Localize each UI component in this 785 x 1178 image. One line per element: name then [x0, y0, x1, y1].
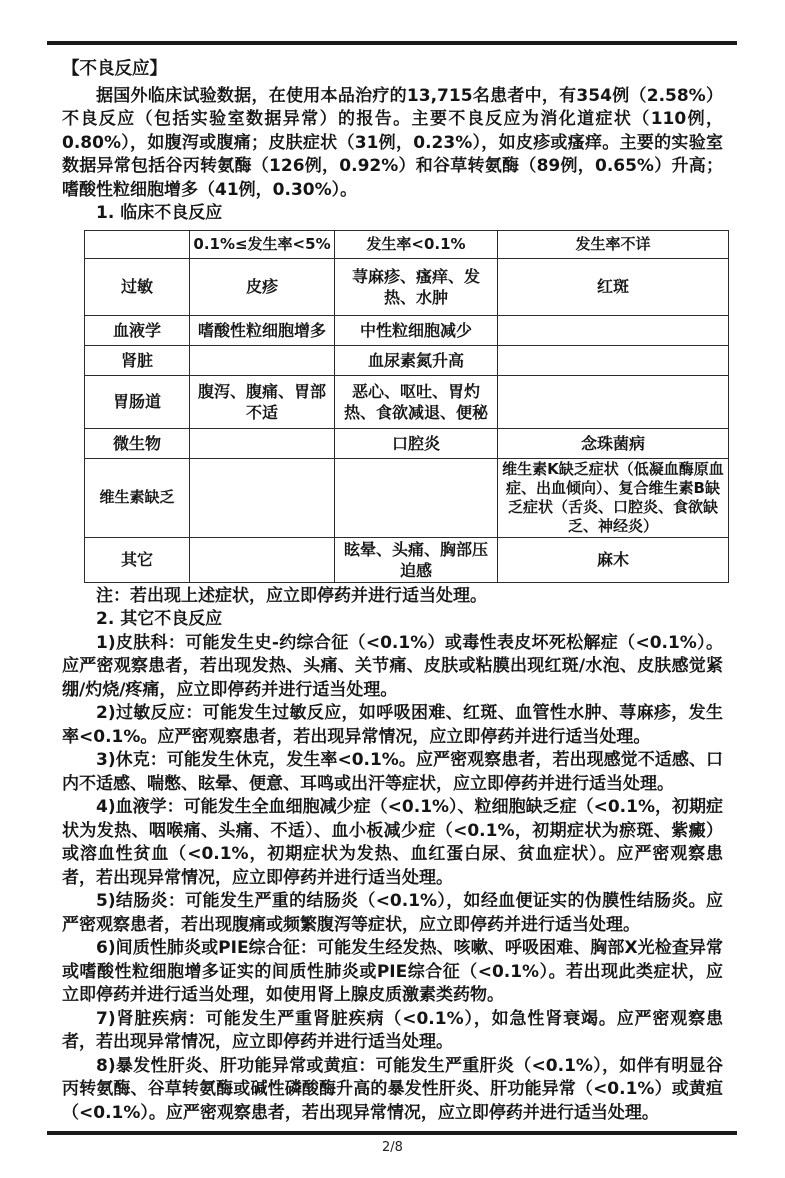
cell	[498, 345, 729, 375]
header-cell-category	[85, 230, 190, 258]
section-title: 【不良反应】	[62, 59, 167, 79]
table-row-microbial	[85, 428, 729, 458]
clinical-adverse-reactions-label: 1. 临床不良反应	[96, 203, 223, 223]
cell	[190, 428, 335, 458]
adverse-reactions-table	[84, 230, 729, 583]
row-category: 过敏	[85, 258, 190, 315]
table-row-other	[85, 537, 729, 582]
item-shock: 3)休克：可能发生休克，发生率<0.1%。应严密观察患者，若出现感觉不适感、口内不适感、喘憋、眩晕、便意、耳鸣或出汗等症状，应立即停药并进行适当处理。	[62, 750, 723, 794]
cell: 荨麻疹、瘙痒、发热、水肿	[335, 258, 498, 315]
table-note: 注：若出现上述症状，应立即停药并进行适当处理。	[96, 585, 487, 606]
cell	[190, 458, 335, 537]
row-category: 血液学	[85, 315, 190, 345]
table-row-allergy	[85, 258, 729, 315]
table-row-hematology	[85, 315, 729, 345]
item-allergic-reaction: 2)过敏反应：可能发生过敏反应，如呼吸困难、红斑、血管性水肿、荨麻疹，发生率<0.1%。应严密观察患者，若出现异常情况，应立即停药并进行适当处理。	[62, 703, 723, 747]
cell: 血尿素氮升高	[335, 345, 498, 375]
header-cell-rate-unknown: 发生率不详	[498, 230, 729, 258]
cell: 皮疹	[190, 258, 335, 315]
item-interstitial-pneumonia: 6)间质性肺炎或PIE综合征：可能发生经发热、咳嗽、呼吸困难、胸部X光检查异常或嗜酸性粒细胞增多证实的间质性肺炎或PIE综合征（<0.1%）。若出现此类症状，应立即停药并进行适当处理，如使用肾上腺皮质激素类药物。	[62, 938, 723, 1005]
cell	[498, 375, 729, 428]
row-category: 肾脏	[85, 345, 190, 375]
header-cell-rate-under-0.1: 发生率<0.1%	[335, 230, 498, 258]
table-row-gastrointestinal	[85, 375, 729, 428]
page-number: 2/8	[382, 1140, 403, 1155]
cell: 红斑	[498, 258, 729, 315]
cell: 嗜酸性粒细胞增多	[190, 315, 335, 345]
cell: 眩晕、头痛、胸部压迫感	[335, 537, 498, 582]
cell: 恶心、呕吐、胃灼热、食欲减退、便秘	[335, 375, 498, 428]
row-category: 其它	[85, 537, 190, 582]
item-fulminant-hepatitis: 8)暴发性肝炎、肝功能异常或黄疸：可能发生严重肝炎（<0.1%），如伴有明显谷丙转氨酶、谷草转氨酶或碱性磷酸酶升高的暴发性肝炎、肝功能异常（<0.1%）或黄疸（<0.1%）。应严密观察患者，若出现异常情况，应立即停药并进行适当处理。	[62, 1055, 723, 1123]
item-kidney-disease: 7)肾脏疾病：可能发生严重肾脏疾病（<0.1%），如急性肾衰竭。应严密观察患者，若出现异常情况，应立即停药并进行适当处理。	[62, 1008, 723, 1052]
cell: 麻木	[498, 537, 729, 582]
row-category: 维生素缺乏	[85, 458, 190, 537]
cell: 口腔炎	[335, 428, 498, 458]
cell: 维生素K缺乏症状（低凝血酶原血症、出血倾向）、复合维生素B缺乏症状（舌炎、口腔炎、食欲缺乏、神经炎）	[498, 458, 729, 537]
other-adverse-reactions-label: 2. 其它不良反应	[96, 609, 223, 629]
item-colitis: 5)结肠炎：可能发生严重的结肠炎（<0.1%），如经血便证实的伪膜性结肠炎。应严密观察患者，若出现腹痛或频繁腹泻等症状，应立即停药并进行适当处理。	[62, 891, 723, 935]
top-rule	[47, 41, 737, 45]
item-dermatology: 1)皮肤科：可能发生史-约综合征（<0.1%）或毒性表皮坏死松解症（<0.1%）。应严密观察患者，若出现发热、头痛、关节痛、皮肤或粘膜出现红斑/水泡、皮肤感觉紧绷/灼烧/疼痛，应立即停药并进行适当处理。	[62, 632, 723, 700]
cell	[498, 315, 729, 345]
table-row-kidney	[85, 345, 729, 375]
cell	[190, 345, 335, 375]
cell	[335, 458, 498, 537]
header-cell-rate-0.1-5: 0.1%≤发生率<5%	[190, 230, 335, 258]
cell: 腹泻、腹痛、胃部不适	[190, 375, 335, 428]
content-area	[62, 58, 723, 1125]
cell: 念珠菌病	[498, 428, 729, 458]
table-header-row	[85, 230, 729, 258]
intro-paragraph: 据国外临床试验数据，在使用本品治疗的13,715名患者中，有354例（2.58%）不良反应（包括实验室数据异常）的报告。主要不良反应为消化道症状（110例，0.80%），如腹泻或腹痛；皮肤症状（31例，0.23%），如皮疹或瘙痒。主要的实验室数据异常包括谷丙转氨酶（126例，0.92%）和谷草转氨酶（89例，0.65%）升高；嗜酸性粒细胞增多（41例，0.30%）。	[62, 85, 723, 200]
bottom-rule	[47, 1131, 737, 1135]
table-row-vitamin-deficiency	[85, 458, 729, 537]
row-category: 胃肠道	[85, 375, 190, 428]
item-hematology: 4)血液学：可能发生全血细胞减少症（<0.1%）、粒细胞缺乏症（<0.1%，初期症状为发热、咽喉痛、头痛、不适）、血小板减少症（<0.1%，初期症状为瘀斑、紫癜）或溶血性贫血（<0.1%，初期症状为发热、血红蛋白尿、贫血症状）。应严密观察患者，若出现异常情况，应立即停药并进行适当处理。	[62, 797, 723, 888]
row-category: 微生物	[85, 428, 190, 458]
cell: 中性粒细胞减少	[335, 315, 498, 345]
cell	[190, 537, 335, 582]
